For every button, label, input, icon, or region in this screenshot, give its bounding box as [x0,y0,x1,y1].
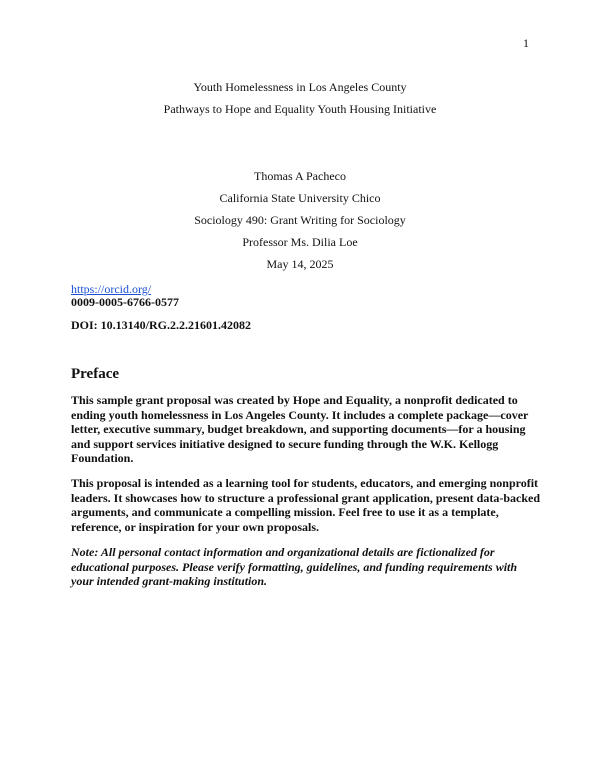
orcid-link[interactable]: https://orcid.org/ [71,282,152,296]
page-number: 1 [523,36,529,50]
orcid-id: 0009-0005-6766-0577 [71,295,179,309]
submission-date: May 14, 2025 [266,257,334,271]
author-name: Thomas A Pacheco [254,169,346,183]
preface-heading: Preface [71,366,120,382]
title-line-1: Youth Homelessness in Los Angeles County [193,80,407,94]
university-name: California State University Chico [219,191,381,205]
preface-paragraph-1: This sample grant proposal was created by Hope and Equality, a nonprofit dedicated to ending youth homelessness in Los Angeles County. It includes a complete package—cover letter, executive summary, budget breakdown, and supporting documents—for a housing and support services initiative designed to secure funding through the W.K. Kellogg Foundation. [71,393,529,465]
doi: DOI: 10.13140/RG.2.2.21601.42082 [71,318,251,332]
professor-name: Professor Ms. Dilia Loe [242,235,358,249]
preface-note: Note: All personal contact information and organizational details are fictionalized for educational purposes. Please verify formatting, guidelines, and funding requirements with your intended grant-making institution. [71,545,518,588]
title-line-2: Pathways to Hope and Equality Youth Housing Initiative [163,102,437,116]
course-name: Sociology 490: Grant Writing for Sociology [194,213,406,227]
preface-paragraph-2: This proposal is intended as a learning tool for students, educators, and emerging nonprofit leaders. It showcases how to structure a professional grant application, present data-backed arguments, and communicate a compelling mission. Feel free to use it as a template, reference, or inspiration for your own proposals. [71,476,541,534]
